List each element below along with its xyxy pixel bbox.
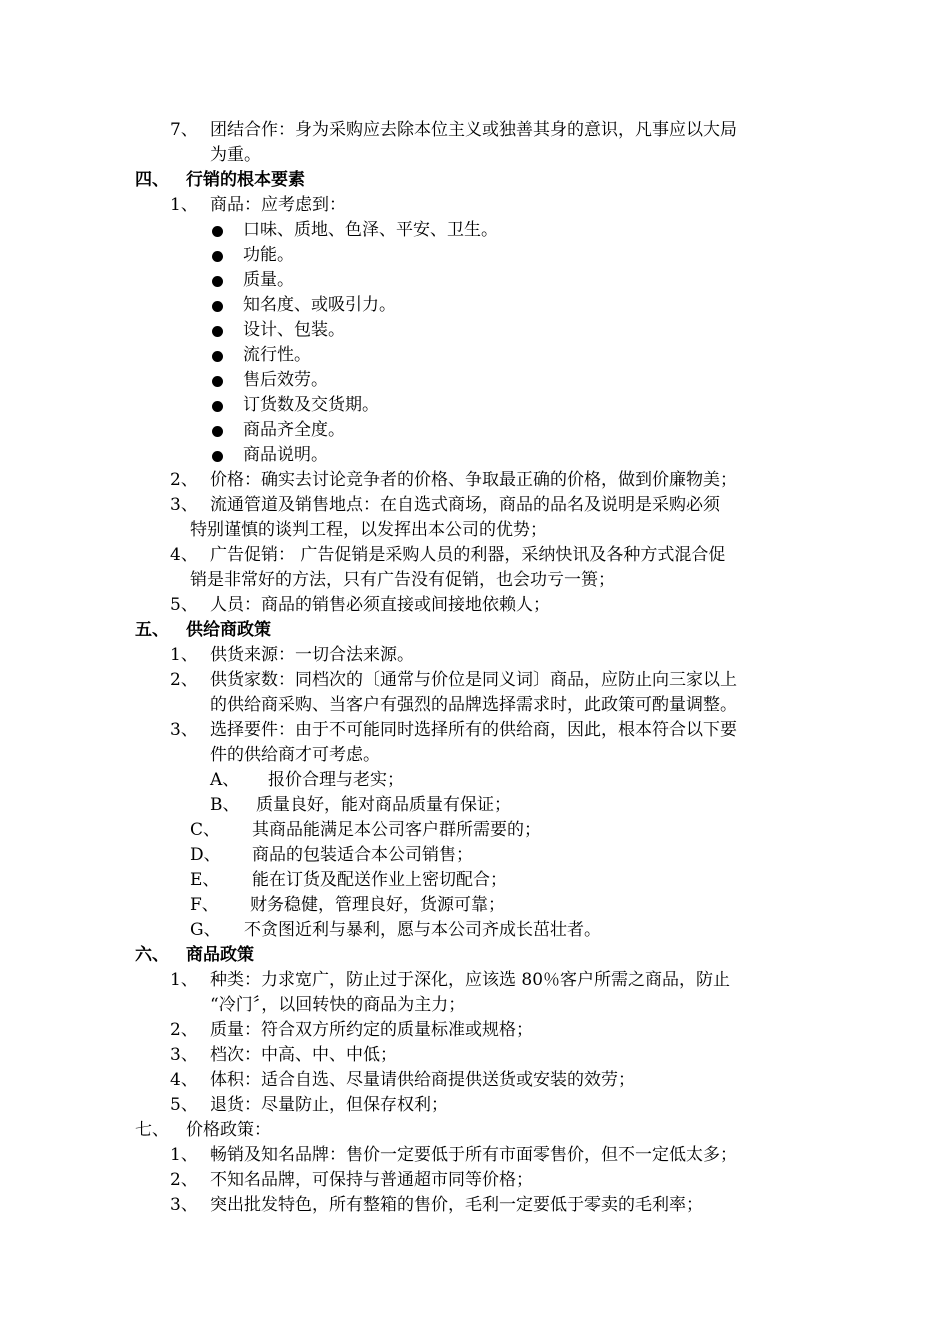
- item-number: 4、: [170, 545, 198, 565]
- item-text: 为重。: [210, 145, 261, 165]
- section-heading: [0, 1118, 950, 1143]
- bullet-dot: [212, 401, 223, 412]
- bullet-dot: [212, 376, 223, 387]
- list-item: [0, 1168, 950, 1193]
- bullet-item: [0, 318, 950, 343]
- section-title: 价格政策：: [186, 1120, 271, 1140]
- item-text: 销是非常好的方法，只有广告没有促销，也会功亏一篑；: [190, 570, 615, 590]
- section-number: 四、: [135, 170, 169, 190]
- item-number: 2、: [170, 670, 198, 690]
- bullet-dot: [212, 251, 223, 262]
- list-item: [0, 1143, 950, 1168]
- bullet-text: 口味、质地、色泽、平安、卫生。: [243, 220, 498, 240]
- item-number: 2、: [170, 1020, 198, 1040]
- item-text: 特别谨慎的谈判工程，以发挥出本公司的优势；: [190, 520, 547, 540]
- item-text: 人员：商品的销售必须直接或间接地依赖人；: [210, 595, 550, 615]
- item-text: 流通管道及销售地点：在自选式商场，商品的品名及说明是采购必须: [210, 495, 720, 515]
- sub-item-text: 其商品能满足本公司客户群所需要的；: [252, 820, 541, 840]
- item-text: 退货：尽量防止，但保存权利；: [210, 1095, 448, 1115]
- sub-item-text: 不贪图近利与暴利，愿与本公司齐成长茁壮者。: [244, 920, 601, 940]
- sub-item-text: 能在订货及配送作业上密切配合；: [252, 870, 507, 890]
- list-item: [0, 593, 950, 618]
- list-item: [0, 643, 950, 668]
- item-number: 1、: [170, 645, 198, 665]
- list-item-continuation: [0, 568, 950, 593]
- item-text: 质量：符合双方所约定的质量标准或规格；: [210, 1020, 533, 1040]
- sub-item-text: 商品的包装适合本公司销售；: [252, 845, 473, 865]
- list-item: [0, 1043, 950, 1068]
- item-number: 5、: [170, 1095, 198, 1115]
- section-title: 商品政策: [186, 945, 254, 965]
- sub-item-text: 质量良好，能对商品质量有保证；: [256, 795, 511, 815]
- sub-item: [0, 918, 950, 943]
- bullet-dot: [212, 226, 223, 237]
- bullet-item: [0, 243, 950, 268]
- item-number: 3、: [170, 1045, 198, 1065]
- item-text: 档次：中高、中、中低；: [210, 1045, 397, 1065]
- item-text: 不知名品牌，可保持与普通超市同等价格；: [210, 1170, 533, 1190]
- item-text: 价格：确实去讨论竞争者的价格、争取最正确的价格，做到价廉物美；: [210, 470, 737, 490]
- item-number: 2、: [170, 470, 198, 490]
- bullet-text: 流行性。: [243, 345, 311, 365]
- sub-item: [0, 768, 950, 793]
- list-item: [0, 1093, 950, 1118]
- sub-item-letter: A、: [210, 770, 240, 790]
- sub-item: [0, 868, 950, 893]
- list-item-continuation: [0, 518, 950, 543]
- item-text: 团结合作：身为采购应去除本位主义或独善其身的意识，凡事应以大局: [210, 120, 737, 140]
- section-title: 行销的根本要素: [186, 170, 305, 190]
- item-text: 商品：应考虑到：: [210, 195, 346, 215]
- sub-item: [0, 793, 950, 818]
- list-item-continuation: [0, 743, 950, 768]
- section-heading: [0, 618, 950, 643]
- list-item: [0, 193, 950, 218]
- list-item: [0, 1193, 950, 1218]
- item-text: 畅销及知名品牌：售价一定要低于所有市面零售价，但不一定低太多；: [210, 1145, 737, 1165]
- list-item: [0, 668, 950, 693]
- section-number: 五、: [135, 620, 169, 640]
- bullet-dot: [212, 301, 223, 312]
- list-item-continuation: [0, 143, 950, 168]
- item-number: 7、: [170, 120, 198, 140]
- bullet-text: 质量。: [243, 270, 294, 290]
- list-item: [0, 118, 950, 143]
- item-number: 3、: [170, 1195, 198, 1215]
- bullet-item: [0, 218, 950, 243]
- section-title: 供给商政策: [186, 620, 271, 640]
- bullet-item: [0, 343, 950, 368]
- bullet-text: 功能。: [243, 245, 294, 265]
- item-number: 4、: [170, 1070, 198, 1090]
- section-heading: [0, 943, 950, 968]
- document-page: [0, 118, 950, 1218]
- sub-item: [0, 818, 950, 843]
- bullet-dot: [212, 451, 223, 462]
- item-text: 突出批发特色，所有整箱的售价，毛利一定要低于零卖的毛利率；: [210, 1195, 703, 1215]
- section-heading: [0, 168, 950, 193]
- list-item-continuation: [0, 993, 950, 1018]
- bullet-dot: [212, 426, 223, 437]
- sub-item-letter: C、: [190, 820, 221, 840]
- item-text: 体积：适合自选、尽量请供给商提供送货或安装的效劳；: [210, 1070, 635, 1090]
- list-item: [0, 718, 950, 743]
- item-text: 的供给商采购、当客户有强烈的品牌选择需求时，此政策可酌量调整。: [210, 695, 737, 715]
- bullet-text: 知名度、或吸引力。: [243, 295, 396, 315]
- item-text: 件的供给商才可考虑。: [210, 745, 380, 765]
- sub-item-letter: G、: [190, 920, 221, 940]
- item-text: 广告促销： 广告促销是采购人员的利器，采纳快讯及各种方式混合促: [210, 545, 726, 565]
- bullet-item: [0, 293, 950, 318]
- bullet-text: 商品说明。: [243, 445, 328, 465]
- bullet-item: [0, 368, 950, 393]
- item-text: 选择要件：由于不可能同时选择所有的供给商，因此，根本符合以下要: [210, 720, 737, 740]
- sub-item: [0, 893, 950, 918]
- sub-item: [0, 843, 950, 868]
- item-text: 种类：力求宽广，防止过于深化，应该选 80％客户所需之商品，防止: [210, 970, 731, 990]
- sub-item-text: 报价合理与老实；: [268, 770, 404, 790]
- bullet-item: [0, 443, 950, 468]
- bullet-item: [0, 418, 950, 443]
- bullet-text: 售后效劳。: [243, 370, 328, 390]
- bullet-text: 订货数及交货期。: [243, 395, 379, 415]
- item-text: 供货家数：同档次的〔通常与价位是同义词〕商品，应防止向三家以上: [210, 670, 737, 690]
- list-item: [0, 468, 950, 493]
- item-number: 2、: [170, 1170, 198, 1190]
- sub-item-letter: D、: [190, 845, 221, 865]
- bullet-text: 设计、包装。: [243, 320, 345, 340]
- item-number: 1、: [170, 195, 198, 215]
- section-number: 七、: [135, 1120, 169, 1140]
- sub-item-letter: B、: [210, 795, 240, 815]
- list-item: [0, 1018, 950, 1043]
- item-number: 1、: [170, 1145, 198, 1165]
- list-item: [0, 543, 950, 568]
- bullet-dot: [212, 326, 223, 337]
- bullet-dot: [212, 351, 223, 362]
- item-number: 3、: [170, 720, 198, 740]
- bullet-dot: [212, 276, 223, 287]
- list-item: [0, 1068, 950, 1093]
- bullet-text: 商品齐全度。: [243, 420, 345, 440]
- item-number: 1、: [170, 970, 198, 990]
- list-item-continuation: [0, 693, 950, 718]
- list-item: [0, 493, 950, 518]
- sub-item-letter: F、: [190, 895, 219, 915]
- sub-item-letter: E、: [190, 870, 220, 890]
- item-text: 供货来源：一切合法来源。: [210, 645, 414, 665]
- section-number: 六、: [135, 945, 169, 965]
- sub-item-text: 财务稳健，管理良好，货源可靠；: [250, 895, 505, 915]
- item-number: 5、: [170, 595, 198, 615]
- item-number: 3、: [170, 495, 198, 515]
- item-text: “冷门〞，以回转快的商品为主力；: [210, 995, 466, 1015]
- bullet-item: [0, 393, 950, 418]
- list-item: [0, 968, 950, 993]
- bullet-item: [0, 268, 950, 293]
